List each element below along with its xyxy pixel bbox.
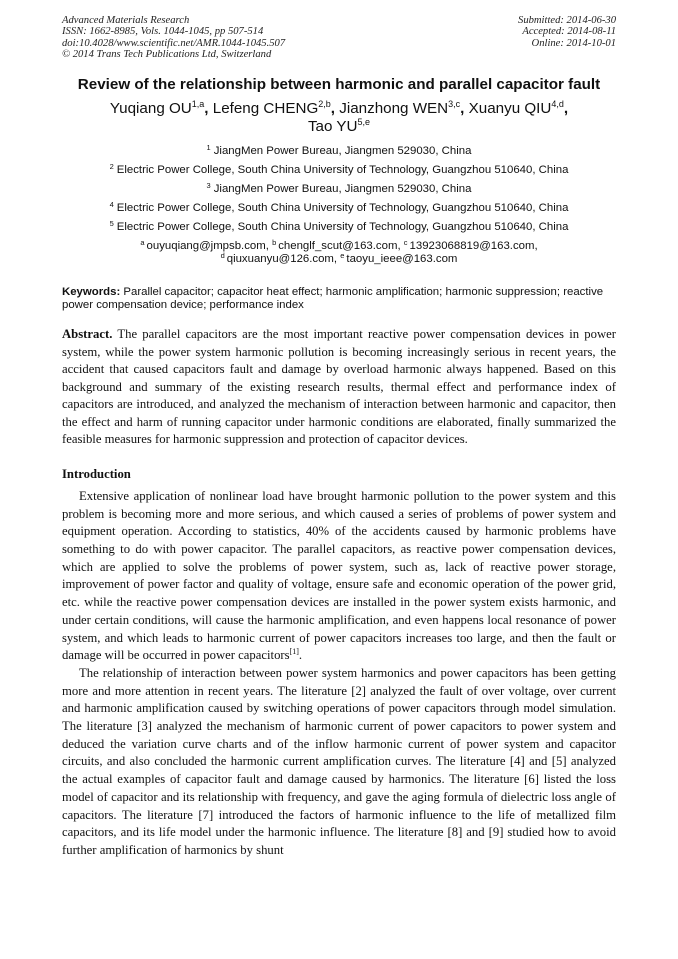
publication-dates [518,15,616,61]
submitted-date: Submitted: 2014-06-30 [518,15,616,26]
author: Tao YU$^{5,e}$ [307,116,371,135]
body-paragraph: The relationship of interaction between power system harmonics and power capacitors has been getting more and more attention in recent years. The literature [2] analyzed the fault of over voltage, over current and harmonic amplification caused by switching operations of power capacitors through model simulation. The literature [3] analyzed the mechanism of harmonic current of power capacitors to power system and deduced the variation curve charts and of the inflow harmonic current of power system and capacitor circuits, and also concluded the harmonic current amplification curves. The literature [4] and [5] analyzed the actual examples of capacitor fault and damage caused by harmonics. The literature [6] listed the loss model of capacitor and its relationship with frequency, and gave the aging formula of dielectric loss angle of capacitors. The literature [7] introduced the factors of harmonic influence to the life of metallized film capacitors, and its life model under the harmonic influence. The literature [8] and [9] studied how to avoid further amplification of harmonics by shunt [62,665,616,857]
keywords-label: Keywords: [62,285,121,298]
affiliation: $^2$ Electric Power College, South China University of Technology, Guangzhou 510640, China [109,161,569,176]
affiliation: $^5$ Electric Power College, South China University of Technology, Guangzhou 510640, China [109,219,569,234]
copyright-line: © 2014 Trans Tech Publications Ltd, Switzerland [62,49,272,61]
email: $^c$ 13923068819@163.com, [403,237,538,252]
paper-title: Review of the relationship between harmonic and parallel capacitor fault [77,75,601,93]
affiliation-list [62,142,616,234]
issn-line: ISSN: 1662-8985, Vols. 1044-1045, pp 507-514 [62,26,264,38]
abstract-label: Abstract. [62,327,113,342]
citation-ref: [1] [289,647,299,657]
email: $^e$ taoyu_ieee@163.com [340,250,458,265]
section-heading-introduction: Introduction [62,466,131,481]
author: Jianzhong WEN$^{3,c}$, [339,98,469,117]
journal-header [62,15,616,61]
keywords-text: Parallel capacitor; capacitor heat effect; harmonic amplification; harmonic suppression; reactive power compensation device; performance index [62,285,604,311]
journal-info [62,15,285,61]
abstract-block [62,326,616,449]
author: Xuanyu QIU$^{4,d}$, [468,98,569,117]
accepted-date: Accepted: 2014-08-11 [522,26,616,38]
email: $^d$ qiuxuanyu@126.com, [220,250,341,265]
email: $^b$ chenglf_scut@163.com, [272,237,404,252]
journal-name: Advanced Materials Research [62,15,190,26]
author: Lefeng CHENG$^{2,b}$, [212,98,340,117]
affiliation: $^3$ JiangMen Power Bureau, Jiangmen 529030, China [206,181,472,195]
doi-line: doi:10.4028/www.scientific.net/AMR.1044-1045.507 [62,37,286,49]
keywords-block [62,286,616,313]
email: $^a$ ouyuqiang@jmpsb.com, [140,237,273,252]
affiliation: $^4$ Electric Power College, South China University of Technology, Guangzhou 510640, China [109,200,569,215]
online-date: Online: 2014-10-01 [531,37,616,49]
email-list [62,237,616,266]
author: Yuqiang OU$^{1,a}$, [109,98,213,117]
author-list [62,100,616,136]
body-paragraph: Extensive application of nonlinear load have brought harmonic pollution to the power system and this problem is becoming more and more serious, and which caused a series of problems of power system and equipment operation. According to statistics, 40% of the accidents caused by harmonic problems have something to do with power capacitor. The parallel capacitors, as reactive power compensation devices, which are applied to solve the problems of power system, such as, lack of reactive power storage, improvement of power factor and quality of voltage, ensure safe and economic operation of the power grid, etc. while the reactive power compensation devices are installed in the power system exists harmonic, and under certain conditions, will cause the harmonic amplification, and even happens local resonance of power system, and which leads to harmonic current of power capacitors increases too large, and then the fault or damage will be occurred in power capacitors[1]. [62,488,616,663]
affiliation: $^1$ JiangMen Power Bureau, Jiangmen 529030, China [206,142,472,157]
abstract-text: The parallel capacitors are the most important reactive power compensation devices in power system, while the power system harmonic pollution is becoming increasingly serious in recent years, the accident that caused capacitors fault and damage by overload harmonic always happened. Based on this background and summary of the existing research results, thermal effect and performance index of capacitors are introduced, and analyzed the mechanism of interaction between harmonic and capacitor, then the effect and harm of running capacitor under harmonic conditions are elaborated, finally summarized the feasible measures for harmonic suppression and protection of capacitor devices. [62,327,616,447]
